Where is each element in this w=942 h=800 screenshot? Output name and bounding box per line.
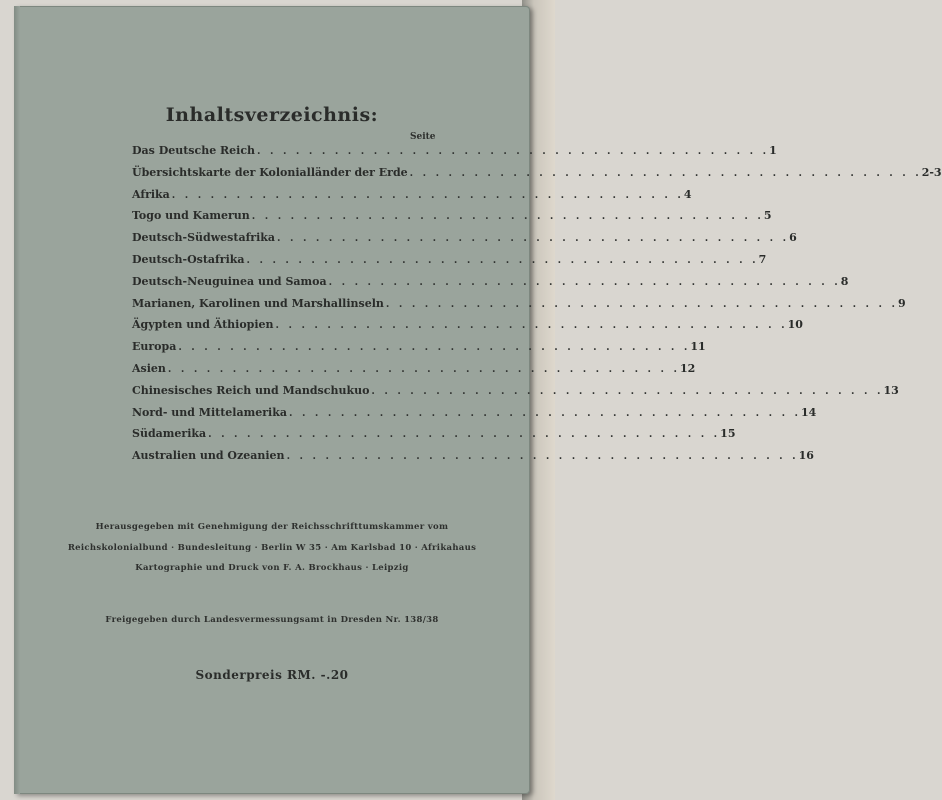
toc-entry-title: Australien und Ozeanien [132,449,285,463]
dot-leader: . . . . . . . . . . . . . . . . . . . . . . . . . . . . . . . . . . . . . . . . [246,254,759,266]
dot-leader: . . . . . . . . . . . . . . . . . . . . . . . . . . . . . . . . . . . . . . . . [171,189,684,201]
toc-entry-page: 6 [789,231,797,245]
dot-leader: . . . . . . . . . . . . . . . . . . . . . . . . . . . . . . . . . . . . . . . . [251,211,764,223]
toc-entry-page: 14 [801,405,817,419]
table-of-contents [132,144,942,471]
toc-entry-title: Europa [132,340,177,354]
toc-entry-title: Deutsch-Südwestafrika [132,231,276,245]
dot-leader: . . . . . . . . . . . . . . . . . . . . . . . . . . . . . . . . . . . . . . . . [286,451,799,463]
toc-entry-title: Nord- und Mittelamerika [132,405,287,419]
toc-entry-page: 4 [683,187,692,201]
dot-leader: . . . . . . . . . . . . . . . . . . . . . . . . . . . . . . . . . . . . . . . . [275,320,788,332]
dot-leader: . . . . . . . . . . . . . . . . . . . . . . . . . . . . . . . . . . . . . . . . [257,146,770,157]
dot-leader: . . . . . . . . . . . . . . . . . . . . . . . . . . . . . . . . . . . . . . . . [328,276,841,288]
toc-entry [132,427,736,449]
toc-entry-title: Südamerika [132,427,207,441]
dot-leader: . . . . . . . . . . . . . . . . . . . . . . . . . . . . . . . . . . . . . . . . [208,429,721,441]
toc-entry-title: Chinesisches Reich und Mandschukuo [132,383,370,397]
toc-entry-page: 13 [883,383,899,397]
toc-entry-title: Marianen, Karolinen und Marshallinseln [132,296,384,310]
toc-entry-page: 12 [679,361,696,375]
toc-entry [132,449,814,471]
page-column-header: Seite [410,132,436,142]
toc-entry [132,318,803,340]
toc-entry [132,340,706,362]
dot-leader: . . . . . . . . . . . . . . . . . . . . . . . . . . . . . . . . . . . . . . . . [409,167,922,179]
dot-leader: . . . . . . . . . . . . . . . . . . . . . . . . . . . . . . . . . . . . . . . . [371,385,884,397]
toc-entry-page: 16 [798,449,814,463]
booklet-back-cover [14,6,942,794]
dot-leader: . . . . . . . . . . . . . . . . . . . . . . . . . . . . . . . . . . . . . . . . [385,298,898,310]
imprint-line-2: Reichskolonialbund · Bundesleitung · Berlin W 35 · Am Karlsbad 10 · Afrikahaus [67,543,477,553]
imprint-line-3: Kartographie und Druck von F. A. Brockhaus · Leipzig [135,563,409,573]
imprint-line-1: Herausgegeben mit Genehmigung der Reichsschrifttumskammer vom [95,522,449,532]
toc-entry-title: Übersichtskarte der Kolonialländer der Erde [132,165,408,179]
toc-entry [132,361,696,384]
toc-entry-page: 8 [840,274,849,288]
toc-entry-title: Deutsch-Neuguinea und Samoa [132,274,327,288]
toc-title: Inhaltsverzeichnis: [165,104,379,126]
special-price: Sonderpreis RM. -.20 [195,668,349,682]
toc-entry-title: Togo und Kamerun [132,209,250,223]
toc-entry [132,252,767,275]
toc-entry [132,405,817,428]
toc-entry-title: Ägypten und Äthiopien [132,318,274,332]
toc-entry [132,231,797,253]
toc-entry-page: 10 [787,318,803,332]
toc-entry-page: 1 [769,144,777,157]
toc-entry-title: Deutsch-Ostafrika [132,252,245,266]
toc-entry-title: Das Deutsche Reich [132,144,256,157]
toc-entry [132,296,906,319]
toc-entry-page: 2-3 [921,165,942,179]
dot-leader: . . . . . . . . . . . . . . . . . . . . . . . . . . . . . . . . . . . . . . . . [178,342,691,354]
release-notice: Freigegeben durch Landesvermessungsamt in Dresden Nr. 138/38 [105,615,439,625]
toc-entry [132,187,692,210]
toc-entry-title: Asien [132,361,166,375]
dot-leader: . . . . . . . . . . . . . . . . . . . . . . . . . . . . . . . . . . . . . . . . [167,363,680,375]
toc-entry [132,144,777,166]
dot-leader: . . . . . . . . . . . . . . . . . . . . . . . . . . . . . . . . . . . . . . . . [288,407,802,419]
toc-entry [132,165,942,188]
toc-entry-page: 7 [758,252,767,266]
toc-entry-page: 11 [690,340,706,354]
toc-entry-page: 15 [720,427,736,441]
toc-entry-page: 5 [763,209,772,223]
dot-leader: . . . . . . . . . . . . . . . . . . . . . . . . . . . . . . . . . . . . . . . . [277,233,790,245]
toc-entry-title: Afrika [132,187,170,201]
toc-entry-page: 9 [897,296,906,310]
toc-entry [132,274,849,297]
toc-entry [132,383,899,406]
toc-entry [132,209,772,231]
